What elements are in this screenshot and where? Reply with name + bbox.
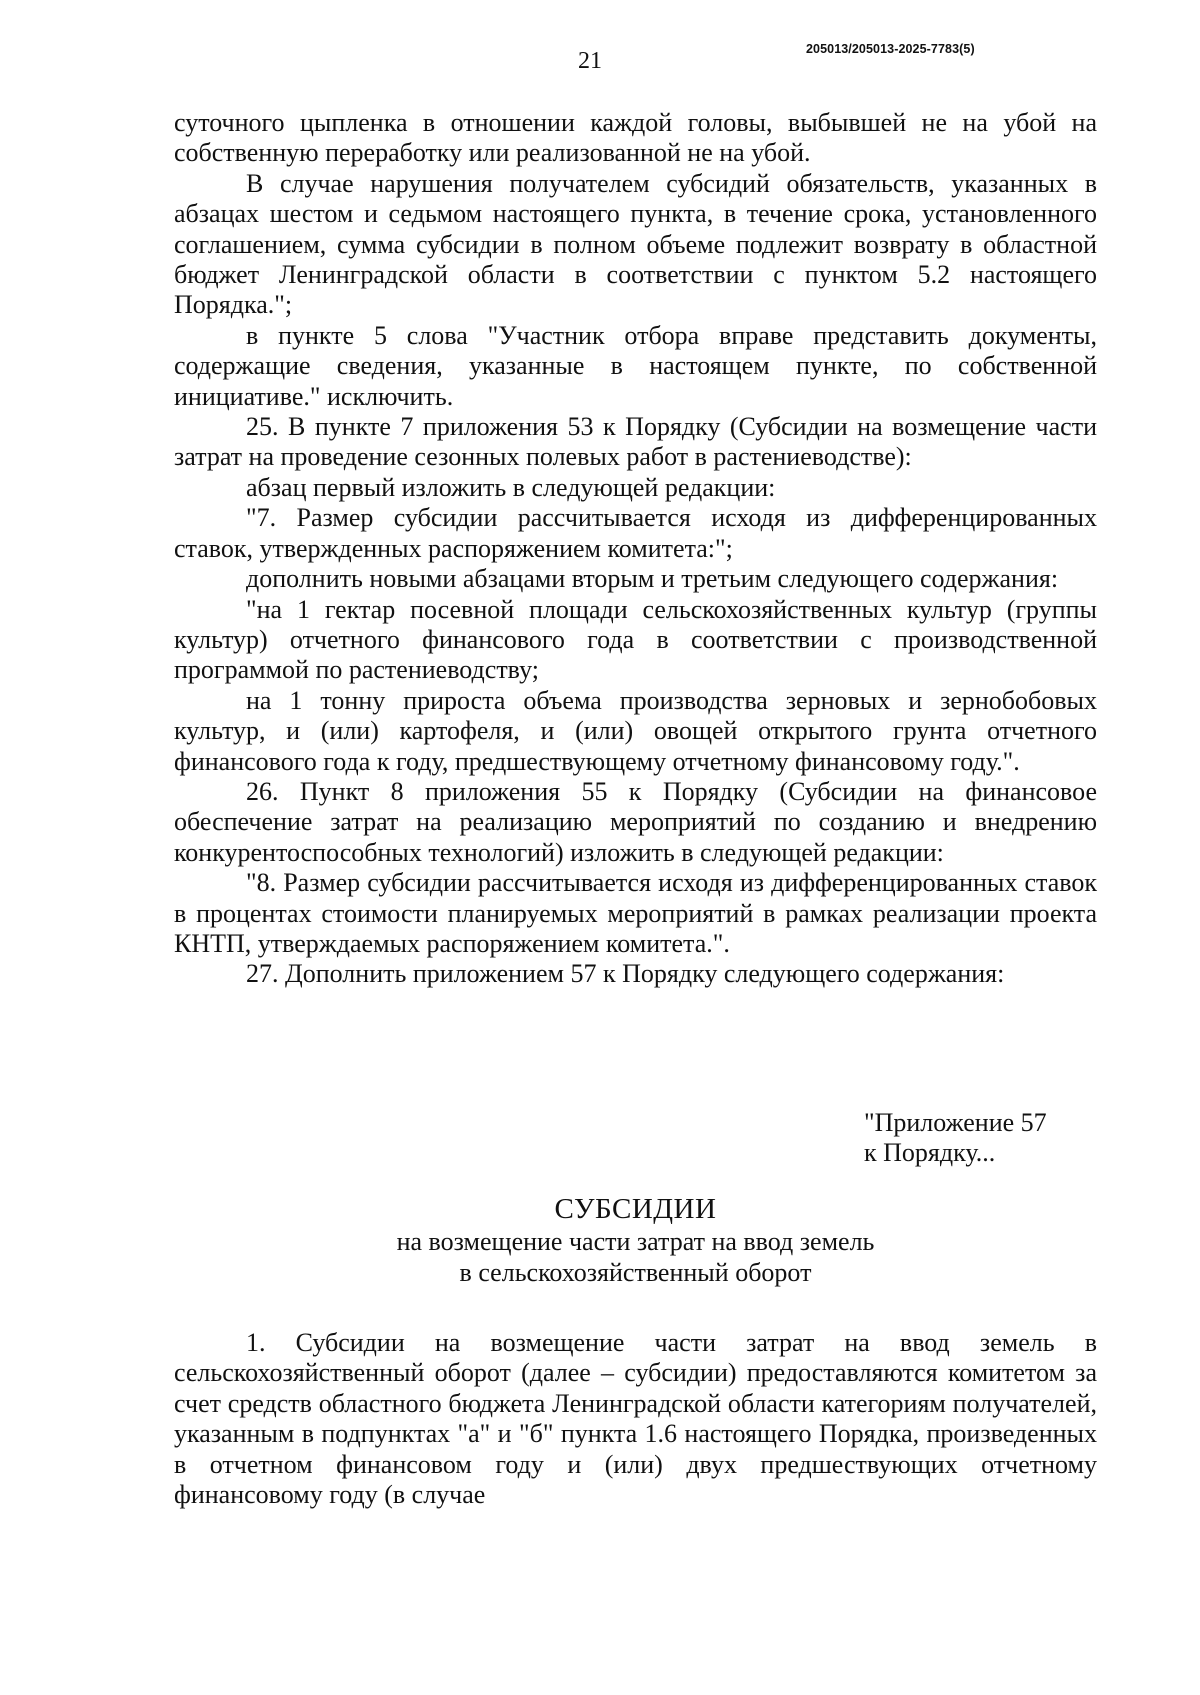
paragraph: 25. В пункте 7 приложения 53 к Порядку (Субсидии на возмещение части затрат на проведение сезонных полевых работ в растениеводстве):: [174, 412, 1097, 472]
appendix-reference: [864, 1108, 1047, 1169]
paragraph: "на 1 гектар посевной площади сельскохозяйственных культур (группы культур) отчетного финансового года в соответствии с производственной программой по растениеводству;: [174, 594, 1097, 685]
paragraph: 1. Субсидии на возмещение части затрат на ввод земель в сельскохозяйственный оборот (далее – субсидии) предоставляются комитетом за счет средств областного бюджета Ленинградской области категориям получателей, указанным в подпунктах "а" и "б" пункта 1.6 настоящего Порядка, произведенных в отчетном финансовом году и (или) двух предшествующих отчетному финансовому году (в случае: [174, 1328, 1097, 1510]
paragraph: дополнить новыми абзацами вторым и третьим следующего содержания:: [246, 564, 1059, 594]
appendix-reference-line: "Приложение 57: [864, 1108, 1047, 1137]
paragraph: "8. Размер субсидии рассчитывается исходя из дифференцированных ставок в процентах стоимости планируемых мероприятий в рамках реализации проекта КНТП, утверждаемых распоряжением комитета.".: [174, 868, 1097, 958]
body-text: [174, 108, 1097, 990]
paragraph: 27. Дополнить приложением 57 к Порядку следующего содержания:: [246, 959, 1005, 989]
section-subtitle-line: на возмещение части затрат на ввод земель: [396, 1227, 875, 1256]
section-heading: [174, 1192, 1097, 1288]
section-title: СУБСИДИИ: [554, 1193, 717, 1225]
paragraph: 26. Пункт 8 приложения 55 к Порядку (Субсидии на финансовое обеспечение затрат на реализацию мероприятий по созданию и внедрению конкурентоспособных технологий) изложить в следующей редакции:: [174, 776, 1097, 867]
page-number: 21: [578, 48, 602, 74]
paragraph: абзац первый изложить в следующей редакции:: [246, 472, 776, 502]
paragraph: суточного цыпленка в отношении каждой головы, выбывшей не на убой на собственную переработку или реализованной не на убой.: [174, 108, 1097, 168]
paragraph: в пункте 5 слова "Участник отбора вправе представить документы, содержащие сведения, указанные в настоящем пункте, по собственной инициативе." исключить.: [174, 320, 1097, 411]
document-id: 205013/205013-2025-7783(5): [806, 42, 975, 56]
section-body: [174, 1328, 1097, 1510]
paragraph: В случае нарушения получателем субсидий обязательств, указанных в абзацах шестом и седьмом настоящего пункта, в течение срока, установленного соглашением, сумма субсидии в полном объеме подлежит возврату в областной бюджет Ленинградской области в соответствии с пунктом 5.2 настоящего Порядка.";: [174, 168, 1097, 320]
section-subtitle-line: в сельскохозяйственный оборот: [459, 1258, 812, 1287]
appendix-reference-line: к Порядку...: [864, 1138, 996, 1168]
paragraph: на 1 тонну прироста объема производства зерновых и зернобобовых культур, и (или) картофеля, и (или) овощей открытого грунта отчетного финансового года к году, предшествующему отчетному финансовому году.".: [174, 685, 1097, 776]
paragraph: "7. Размер субсидии рассчитывается исходя из дифференцированных ставок, утвержденных распоряжением комитета:";: [174, 503, 1097, 563]
